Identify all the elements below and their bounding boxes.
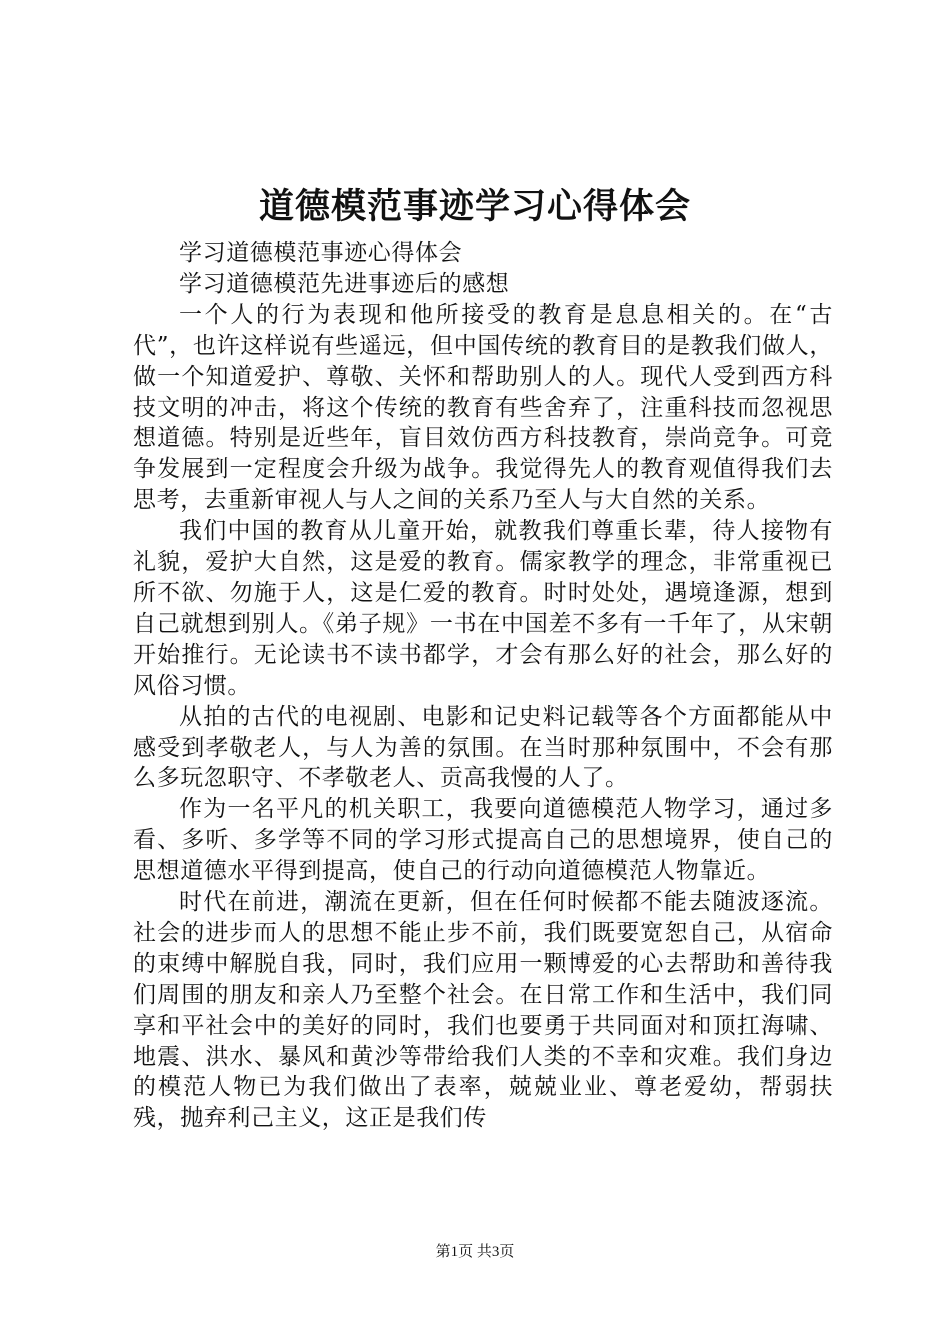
subtitle-1: 学习道德模范事迹心得体会 [179,240,463,266]
paragraph-3: 从拍的古代的电视剧、电影和记史料记载等各个方面都能从中感受到孝敬老人，与人为善的氛围。在当时那种氛围中，不会有那么多玩忽职守、不孝敬老人、贡高我慢的人了。 [133,703,833,792]
document-body [133,238,833,1134]
page-number-footer: 第1页 共3页 [435,1244,515,1260]
paragraph-1: 一个人的行为表现和他所接受的教育是息息相关的。在“古代”，也许这样说有些遥远，但中国传统的教育目的是教我们做人，做一个知道爱护、尊敬、关怀和帮助别人的人。现代人受到西方科技文明的冲击，将这个传统的教育有些舍弃了，注重科技而忽视思想道德。特别是近些年，盲目效仿西方科技教育，崇尚竞争。可竞争发展到一定程度会升级为战争。我觉得先人的教育观值得我们去思考，去重新审视人与人之间的关系乃至人与大自然的关系。 [133,301,833,514]
paragraph-2: 我们中国的教育从儿童开始，就教我们尊重长辈，待人接物有礼貌，爱护大自然，这是爱的教育。儒家教学的理念，非常重视已所不欲、勿施于人，这是仁爱的教育。时时处处，遇境逢源，想到自己就想到别人。《弟子规》一书在中国差不多有一千年了，从宋朝开始推行。无论读书不读书都学，才会有那么好的社会，那么好的风俗习惯。 [133,518,833,699]
subtitle-2: 学习道德模范先进事迹后的感想 [179,270,510,297]
page-title: 道德模范事迹学习心得体会 [258,186,691,227]
paragraph-5: 时代在前进，潮流在更新，但在任何时候都不能去随波逐流。社会的进步而人的思想不能止步不前，我们既要宽恕自己，从宿命的束缚中解脱自我，同时，我们应用一颗博爱的心去帮助和善待我们周围的朋友和亲人乃至整个社会。在日常工作和生活中，我们同享和平社会中的美好的同时，我们也要勇于共同面对和顶扛海啸、地震、洪水、暴风和黄沙等带给我们人类的不幸和灾难。我们身边的模范人物已为我们做出了表率，兢兢业业、尊老爱幼，帮弱扶残，抛弃利己主义，这正是我们传 [133,889,833,1132]
paragraph-4: 作为一名平凡的机关职工，我要向道德模范人物学习，通过多看、多听、多学等不同的学习形式提高自己的思想境界，使自己的思想道德水平得到提高，使自己的行动向道德模范人物靠近。 [133,796,833,885]
